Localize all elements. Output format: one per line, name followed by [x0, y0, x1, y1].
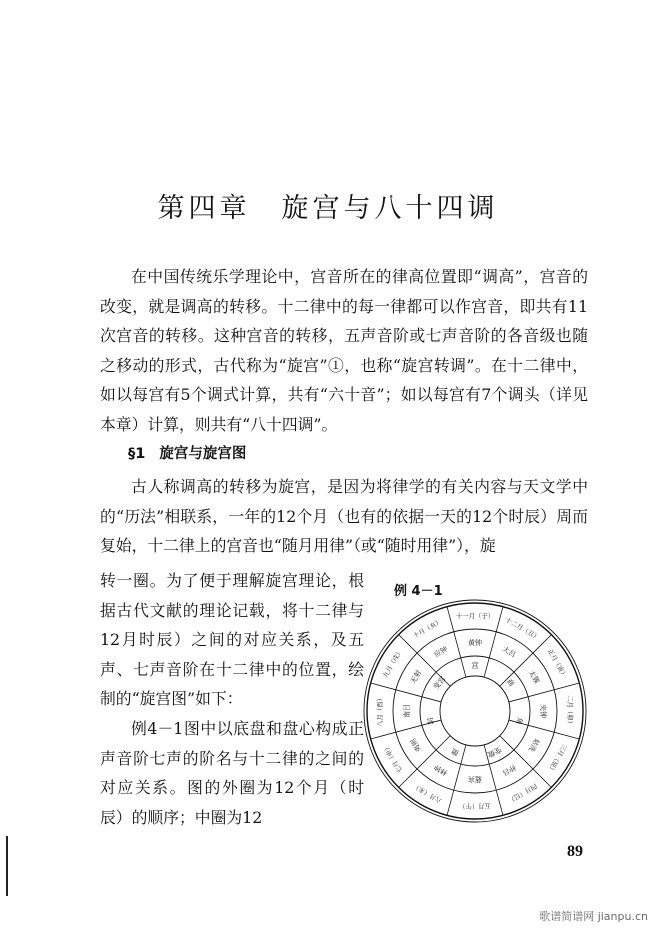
month-label-2: 正月（寅）	[545, 647, 569, 680]
diagram-rings	[364, 600, 586, 822]
month-label-11: 十月（亥）	[411, 617, 444, 641]
month-label-10: 九月（戌）	[381, 647, 405, 680]
month-label-4: 三月（辰）	[545, 742, 569, 775]
intro-text: 在中国传统乐学理论中，宫音所在的律高位置即“调高”，宫音的改变，就是调高的转移。十二律中的每一律都可以作宫音，即共有11次宫音的转移。这种宫音的转移，五声音阶或七声音阶的各音级也随之移动的形式，古代称为“旋宫”①，也称“旋宫转调”。在十二律中，如以每宫有5个调式计算，共有“六十音”；如以每宫有7个调头（详见本章）计算，则共有“八十四调”。	[100, 267, 588, 434]
lu-label-4: 姑洗	[526, 736, 541, 754]
degree-label-3: 变徵	[486, 744, 504, 760]
section-title: 旋宫与旋宫图	[159, 446, 247, 462]
lu-label-2: 太簇	[526, 668, 541, 686]
spoke-5	[500, 736, 552, 788]
lu-label-7: 林钟	[432, 762, 450, 777]
paragraph-2-continued	[100, 566, 364, 714]
lu-label-1: 大吕	[500, 645, 518, 660]
month-label-6: 五月（午）	[459, 802, 491, 810]
lu-label-9: 南吕	[403, 704, 411, 718]
intro-paragraph	[100, 262, 588, 440]
degree-label-2: 角	[514, 716, 525, 726]
month-label-3: 二月（卯）	[566, 695, 574, 727]
xuangong-diagram	[362, 598, 588, 824]
degree-label-4: 徵	[450, 746, 461, 758]
spoke-8	[399, 736, 451, 788]
paragraph-3-text: 例4－1图中以底盘和盘心构成正声音阶七声的阶名与十二律的之间的对应关系。图的外圈为12个月（时辰）的顺序；中圈为12	[100, 719, 364, 827]
paragraph-3	[100, 714, 364, 832]
month-label-9: 八月（酉）	[376, 695, 384, 727]
site-watermark: 歌谱简谱网 jianpu.cn	[539, 910, 648, 923]
month-label-5: 四月（巳）	[506, 781, 539, 805]
ring-4	[440, 676, 510, 746]
section-heading	[128, 442, 246, 463]
example-label: 例 4－1	[394, 584, 443, 599]
paragraph-2-text: 古人称调高的转移为旋宫，是因为将律学的有关内容与天文学中的“历法”相联系，一年的12个月（也有的依据一天的12个时辰）周而复始，十二律上的宫音也“随月用律”（或“随时用律”），旋	[100, 477, 588, 556]
lu-label-3: 夹钟	[539, 704, 547, 718]
month-label-1: 十二月（丑）	[503, 615, 542, 642]
scan-edge-mark	[6, 836, 8, 896]
degree-label-5: 羽	[425, 716, 436, 726]
paragraph-2-continued-text: 转一圈。为了便于理解旋宫理论，根据古代文献的理论记载，将十二律与12月时辰）之间的对应关系，及五声、七声音阶在十二律中的位置，绘制的“旋宫图”如下：	[100, 571, 364, 709]
ring-0	[364, 600, 586, 822]
section-number: §1	[128, 446, 146, 462]
degree-label-6: 变宫	[431, 674, 448, 692]
lu-label-5: 仲吕	[500, 762, 518, 777]
page-number: 89	[567, 843, 583, 860]
spoke-2	[500, 635, 552, 687]
lu-label-11: 应钟	[432, 645, 450, 660]
lu-label-6: 蕤宾	[468, 775, 482, 783]
page-title: 第四章 旋宫与八十四调	[157, 193, 499, 224]
degree-label-0: 宫	[471, 661, 479, 670]
paragraph-2	[100, 472, 588, 561]
lu-label-0: 黄钟	[468, 639, 482, 647]
month-label-7: 六月（未）	[411, 781, 444, 805]
month-label-0: 十一月（子）	[455, 612, 495, 620]
month-label-8: 七月（申）	[381, 742, 405, 775]
lu-label-10: 无射	[409, 668, 424, 686]
lu-label-8: 夷则	[409, 736, 424, 754]
degree-label-1: 商	[504, 677, 517, 689]
